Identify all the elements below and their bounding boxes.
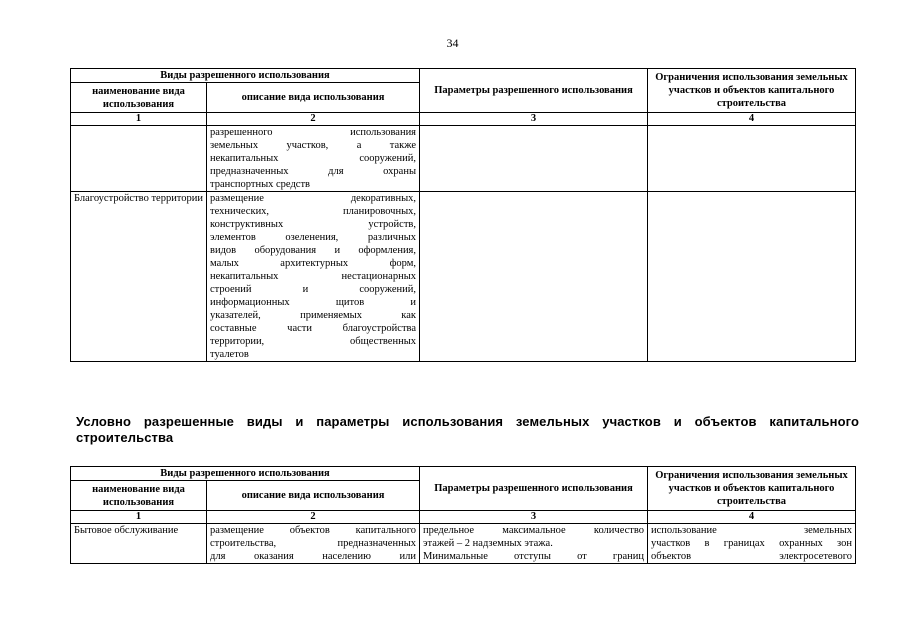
description-line: информационных щитов и [210,297,417,308]
limits-cell [648,192,856,362]
header-use-description: описание вида использования [207,481,420,511]
header-use-name: наименование вида использования [71,83,207,113]
limits-line: использование земельных [651,525,853,536]
description-line: элементов озеленения, различных [210,232,417,243]
params-line: этажей – 2 надземных этажа. [423,538,553,549]
limits-cell [648,524,856,564]
header-use-description: описание вида использования [207,83,420,113]
header-limits: Ограничения использования земельных участков и объектов капитального строительства [648,69,856,113]
section-heading: Условно разрешенные виды и параметры использования земельных участков и объектов капитального строительства [76,414,859,445]
column-number-1: 1 [71,113,207,126]
description-line: туалетов [210,349,249,360]
description-line: строений и сооружений, [210,284,417,295]
description-line: конструктивных устройств, [210,219,417,230]
header-params: Параметры разрешенного использования [420,69,648,113]
use-name-cell: Благоустройство территории [71,192,207,362]
table-row [71,524,856,564]
permitted-use-table [70,68,856,362]
description-line: технических, планировочных, [210,206,417,217]
description-line: указателей, применяемых как [210,310,417,321]
description-line: территории, общественных [210,336,417,347]
use-name-cell: Бытовое обслуживание [71,524,207,564]
description-line: некапитальных сооружений, [210,153,417,164]
column-number-2: 2 [207,511,420,524]
description-line: составные части благоустройства [210,323,417,334]
description-line: некапитальных нестационарных [210,271,417,282]
params-line: Минимальные отступы от границ [423,551,645,562]
limits-cell [648,126,856,192]
params-cell [420,126,648,192]
column-number-4: 4 [648,511,856,524]
params-line: предельное максимальное количество [423,525,645,536]
description-line: предназначенных для охраны [210,166,417,177]
column-number-4: 4 [648,113,856,126]
description-line: строительства, предназначенных [210,538,417,549]
description-line: для оказания населению или [210,551,417,562]
table-row [71,126,856,192]
column-number-3: 3 [420,511,648,524]
description-line: размещение объектов капитального [210,525,417,536]
conditional-use-table [70,466,856,564]
column-number-1: 1 [71,511,207,524]
table-row [71,192,856,362]
description-line: видов оборудования и оформления, [210,245,417,256]
limits-line: объектов электросетевого [651,551,853,562]
limits-line: участков в границах охранных зон [651,538,853,549]
header-permitted-uses: Виды разрешенного использования [71,69,420,83]
use-description-cell [207,524,420,564]
page-number: 34 [446,36,459,50]
column-number-2: 2 [207,113,420,126]
use-name-cell [71,126,207,192]
use-description-cell [207,192,420,362]
description-line: размещение декоративных, [210,193,417,204]
use-description-cell [207,126,420,192]
params-cell [420,192,648,362]
description-line: земельных участков, а также [210,140,417,151]
header-use-name: наименование вида использования [71,481,207,511]
description-line: разрешенного использования [210,127,417,138]
header-params: Параметры разрешенного использования [420,467,648,511]
description-line: малых архитектурных форм, [210,258,417,269]
header-limits: Ограничения использования земельных участков и объектов капитального строительства [648,467,856,511]
header-permitted-uses: Виды разрешенного использования [71,467,420,481]
column-number-3: 3 [420,113,648,126]
params-cell [420,524,648,564]
description-line: транспортных средств [210,179,311,190]
